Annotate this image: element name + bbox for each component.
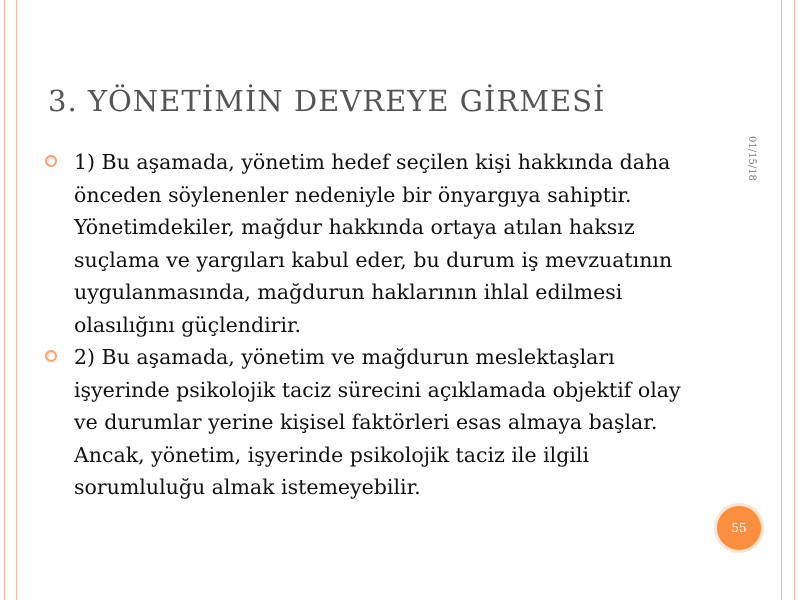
bullet-circle-icon bbox=[45, 155, 57, 167]
page-number: 55 bbox=[731, 521, 747, 535]
bullet-item-2 bbox=[44, 341, 684, 504]
left-decorative-frame bbox=[4, 0, 17, 600]
slide-date: 01/15/18 bbox=[746, 136, 757, 181]
bullet-item-1 bbox=[44, 146, 684, 341]
slide-title: 3. YÖNETİMİN DEVREYE GİRMESİ bbox=[48, 84, 606, 118]
bullet-text-2: 2) Bu aşamada, yönetim ve mağdurun meslektaşları işyerinde psikolojik taciz sürecini açıklamada objektif olay ve durumlar yerine kişisel faktörleri esas almaya başlar. Ancak, yönetim, işyerinde psikolojik taciz ile ilgili sorumluluğu almak istemeyebilir. bbox=[74, 345, 681, 499]
right-decorative-frame bbox=[781, 0, 795, 600]
bullet-list bbox=[44, 146, 684, 504]
page-number-badge bbox=[717, 506, 761, 550]
bullet-text-1: 1) Bu aşamada, yönetim hedef seçilen kişi hakkında daha önceden söylenenler nedeniyle bir önyargıya sahiptir. Yönetimdekiler, mağdur hakkında ortaya atılan haksız suçlama ve yargıları kabul eder, bu durum iş mevzuatının uygulanmasında, mağdurun haklarının ihlal edilmesi olasılığını güçlendirir. bbox=[74, 150, 673, 337]
bullet-circle-icon bbox=[45, 350, 57, 362]
